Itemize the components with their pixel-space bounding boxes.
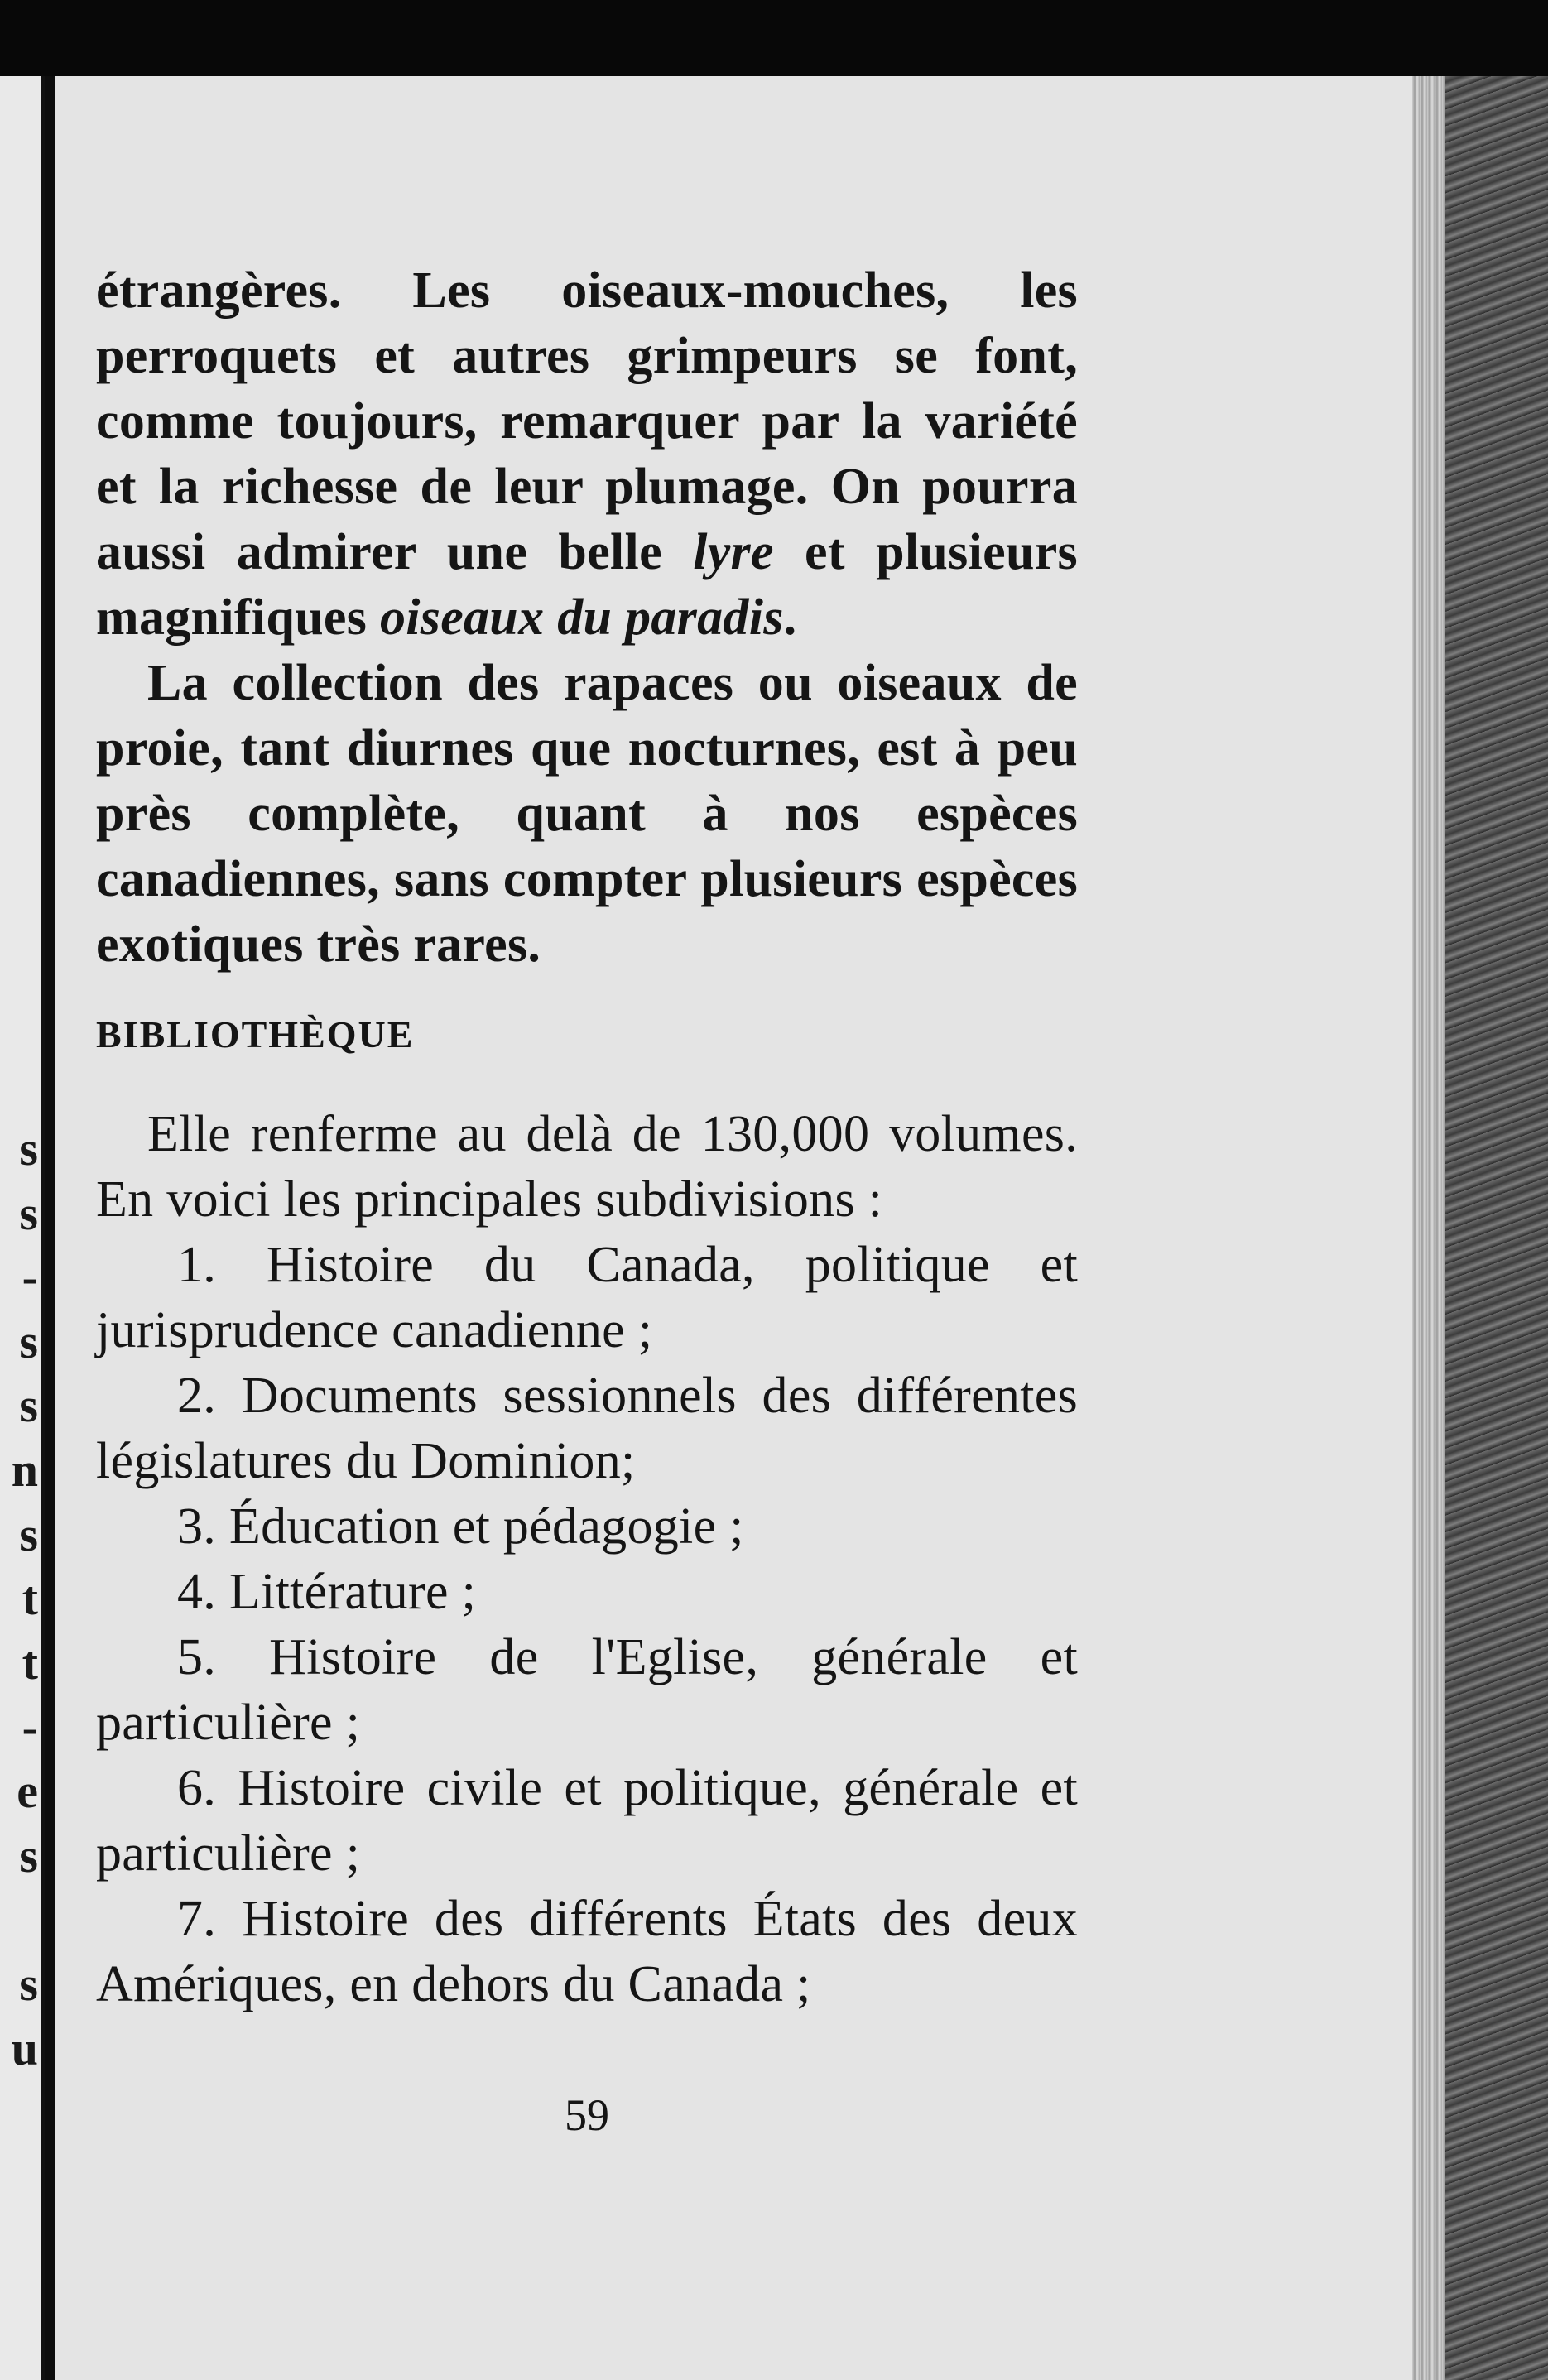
book-cover-edge	[1445, 76, 1548, 2380]
italic-term: lyre	[693, 524, 774, 580]
paragraph	[96, 258, 1078, 651]
margin-char: t	[22, 1571, 38, 1625]
list-item: 2. Documents sessionnels des différentes législatures du Dominion;	[96, 1368, 1078, 1489]
paragraph-text: et plusieurs magnifiques	[96, 524, 1078, 646]
margin-char: s	[19, 1957, 38, 2011]
list-item: 7. Histoire des différents États des deux Amériques, en dehors du Canada ;	[96, 1891, 1078, 2012]
margin-char: s	[19, 1186, 38, 1240]
margin-char: s	[19, 1315, 38, 1368]
margin-char: s	[19, 1122, 38, 1176]
page-number: 59	[565, 2090, 609, 2140]
previous-page-edge	[0, 76, 45, 2380]
paragraph: Elle renferme au delà de 130,000 volumes. En voici les principales subdivisions :	[96, 1106, 1078, 1228]
list-item: 1. Histoire du Canada, politique et jurisprudence canadienne ;	[96, 1237, 1078, 1358]
list-item: 6. Histoire civile et politique, générale et particulière ;	[96, 1760, 1078, 1882]
margin-char: t	[22, 1636, 38, 1690]
margin-char: -	[22, 1700, 38, 1754]
margin-char: e	[17, 1764, 38, 1818]
page-edges	[1412, 76, 1445, 2380]
margin-char: n	[11, 1443, 38, 1497]
margin-char: s	[19, 1378, 38, 1432]
margin-char: u	[11, 2022, 38, 2075]
list-item: 3. Éducation et pédagogie ;	[177, 1498, 744, 1555]
margin-char: -	[22, 1250, 38, 1304]
italic-term: oiseaux du paradis	[379, 589, 784, 646]
paragraph-text: .	[783, 589, 797, 646]
scan-top-border	[0, 0, 1548, 76]
list-item: 4. Littérature ;	[177, 1564, 477, 1620]
page-text	[96, 258, 1078, 2017]
margin-char: s	[19, 1829, 38, 1882]
list-item: 5. Histoire de l'Eglise, générale et particulière ;	[96, 1629, 1078, 1751]
paragraph-text: étrangères. Les oiseaux-mouches, les perroquets et autres grimpeurs se font, comme toujours, remarquer par la variété et la richesse de leur plumage. On pourra aussi admirer une belle	[96, 262, 1078, 580]
paragraph: La collection des rapaces ou oiseaux de proie, tant diurnes que nocturnes, est à peu près complète, quant à nos espèces canadiennes, sans compter plusieurs espèces exotiques très rares.	[96, 655, 1078, 973]
section-heading: BIBLIOTHÈQUE	[96, 1013, 415, 1055]
margin-char: s	[19, 1507, 38, 1561]
